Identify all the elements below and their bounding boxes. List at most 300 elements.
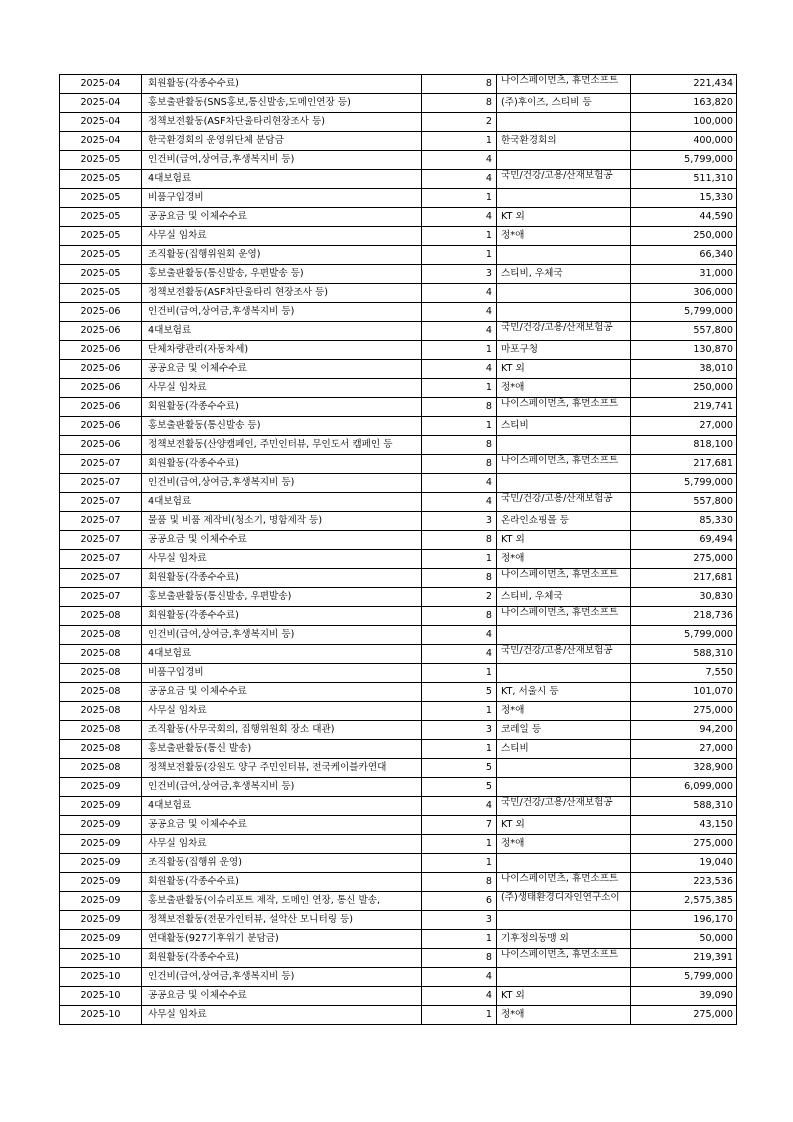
count-cell: 1 bbox=[422, 189, 497, 208]
month-cell: 2025-09 bbox=[60, 816, 142, 835]
month-cell: 2025-05 bbox=[60, 246, 142, 265]
table-row bbox=[60, 626, 737, 645]
count-cell: 4 bbox=[422, 322, 497, 341]
table-row bbox=[60, 1006, 737, 1025]
vendor-cell: (주)생태환경디자인연구소이 bbox=[497, 892, 631, 911]
month-cell: 2025-05 bbox=[60, 265, 142, 284]
table-row bbox=[60, 341, 737, 360]
month-cell: 2025-05 bbox=[60, 284, 142, 303]
vendor-cell bbox=[497, 778, 631, 797]
count-cell: 8 bbox=[422, 455, 497, 474]
table-row bbox=[60, 512, 737, 531]
item-cell: 정책보전활동(전문가인터뷰, 설악산 모니터링 등) bbox=[142, 911, 422, 930]
count-cell: 7 bbox=[422, 816, 497, 835]
vendor-cell: 한국환경회의 bbox=[497, 132, 631, 151]
item-cell: 공공요금 및 이체수수료 bbox=[142, 987, 422, 1006]
month-cell: 2025-04 bbox=[60, 94, 142, 113]
vendor-cell: (주)후이즈, 스티비 등 bbox=[497, 94, 631, 113]
table-row bbox=[60, 379, 737, 398]
amount-cell: 6,099,000 bbox=[631, 778, 737, 797]
vendor-cell bbox=[497, 854, 631, 873]
month-cell: 2025-06 bbox=[60, 436, 142, 455]
amount-cell: 218,736 bbox=[631, 607, 737, 626]
table-row bbox=[60, 930, 737, 949]
month-cell: 2025-08 bbox=[60, 664, 142, 683]
vendor-cell: 정*애 bbox=[497, 702, 631, 721]
table-row bbox=[60, 740, 737, 759]
amount-cell: 511,310 bbox=[631, 170, 737, 189]
count-cell: 2 bbox=[422, 588, 497, 607]
item-cell: 한국환경회의 운영위단체 분담금 bbox=[142, 132, 422, 151]
item-cell: 홍보출판활동(통신발송, 우편발송 등) bbox=[142, 265, 422, 284]
amount-cell: 44,590 bbox=[631, 208, 737, 227]
month-cell: 2025-06 bbox=[60, 322, 142, 341]
item-cell: 비품구입경비 bbox=[142, 189, 422, 208]
item-cell: 조직활동(집행위 운영) bbox=[142, 854, 422, 873]
vendor-cell: 나이스페이먼츠, 휴먼소프트 bbox=[497, 949, 631, 968]
vendor-cell: 나이스페이먼츠, 휴먼소프트 bbox=[497, 398, 631, 417]
amount-cell: 7,550 bbox=[631, 664, 737, 683]
table-row bbox=[60, 265, 737, 284]
count-cell: 8 bbox=[422, 949, 497, 968]
table-row bbox=[60, 683, 737, 702]
expense-table bbox=[59, 74, 737, 1025]
table-row bbox=[60, 569, 737, 588]
item-cell: 4대보험료 bbox=[142, 493, 422, 512]
item-cell: 인건비(급여,상여금,후생복지비 등) bbox=[142, 968, 422, 987]
table-row bbox=[60, 892, 737, 911]
table-row bbox=[60, 987, 737, 1006]
vendor-cell: 스티비 bbox=[497, 417, 631, 436]
item-cell: 사무실 임차료 bbox=[142, 379, 422, 398]
item-cell: 홍보출판활동(통신발송 등) bbox=[142, 417, 422, 436]
count-cell: 4 bbox=[422, 208, 497, 227]
month-cell: 2025-09 bbox=[60, 873, 142, 892]
amount-cell: 400,000 bbox=[631, 132, 737, 151]
count-cell: 2 bbox=[422, 113, 497, 132]
item-cell: 회원활동(각종수수료) bbox=[142, 569, 422, 588]
table-row bbox=[60, 208, 737, 227]
count-cell: 1 bbox=[422, 835, 497, 854]
item-cell: 정책보전활동(ASF차단울타리현장조사 등) bbox=[142, 113, 422, 132]
count-cell: 1 bbox=[422, 702, 497, 721]
expense-table-body bbox=[60, 75, 737, 1025]
month-cell: 2025-09 bbox=[60, 835, 142, 854]
month-cell: 2025-06 bbox=[60, 360, 142, 379]
month-cell: 2025-10 bbox=[60, 1006, 142, 1025]
item-cell: 공공요금 및 이체수수료 bbox=[142, 531, 422, 550]
vendor-cell: 정*애 bbox=[497, 835, 631, 854]
month-cell: 2025-08 bbox=[60, 702, 142, 721]
item-cell: 공공요금 및 이체수수료 bbox=[142, 683, 422, 702]
amount-cell: 250,000 bbox=[631, 227, 737, 246]
table-row bbox=[60, 816, 737, 835]
month-cell: 2025-06 bbox=[60, 303, 142, 322]
amount-cell: 217,681 bbox=[631, 569, 737, 588]
amount-cell: 130,870 bbox=[631, 341, 737, 360]
vendor-cell: 기후정의동맹 외 bbox=[497, 930, 631, 949]
month-cell: 2025-08 bbox=[60, 626, 142, 645]
count-cell: 8 bbox=[422, 75, 497, 94]
item-cell: 회원활동(각종수수료) bbox=[142, 873, 422, 892]
vendor-cell bbox=[497, 664, 631, 683]
count-cell: 4 bbox=[422, 170, 497, 189]
vendor-cell: 나이스페이먼츠, 휴먼소프트 bbox=[497, 455, 631, 474]
count-cell: 4 bbox=[422, 303, 497, 322]
count-cell: 4 bbox=[422, 474, 497, 493]
table-row bbox=[60, 949, 737, 968]
vendor-cell bbox=[497, 303, 631, 322]
month-cell: 2025-05 bbox=[60, 208, 142, 227]
table-row bbox=[60, 759, 737, 778]
table-row bbox=[60, 588, 737, 607]
item-cell: 사무실 임차료 bbox=[142, 702, 422, 721]
item-cell: 정책보전활동(산양캠페인, 주민인터뷰, 무인도서 캠페인 등 bbox=[142, 436, 422, 455]
table-row bbox=[60, 835, 737, 854]
month-cell: 2025-07 bbox=[60, 588, 142, 607]
month-cell: 2025-07 bbox=[60, 455, 142, 474]
count-cell: 4 bbox=[422, 360, 497, 379]
item-cell: 사무실 임차료 bbox=[142, 835, 422, 854]
item-cell: 회원활동(각종수수료) bbox=[142, 455, 422, 474]
amount-cell: 5,799,000 bbox=[631, 968, 737, 987]
count-cell: 5 bbox=[422, 778, 497, 797]
table-row bbox=[60, 645, 737, 664]
vendor-cell: 나이스페이먼츠, 휴먼소프트 bbox=[497, 607, 631, 626]
amount-cell: 217,681 bbox=[631, 455, 737, 474]
item-cell: 사무실 임차료 bbox=[142, 550, 422, 569]
vendor-cell: 스티비, 우체국 bbox=[497, 588, 631, 607]
amount-cell: 328,900 bbox=[631, 759, 737, 778]
amount-cell: 94,200 bbox=[631, 721, 737, 740]
vendor-cell: KT 외 bbox=[497, 208, 631, 227]
amount-cell: 275,000 bbox=[631, 550, 737, 569]
item-cell: 정책보전활동(ASF차단울타리 현장조사 등) bbox=[142, 284, 422, 303]
count-cell: 3 bbox=[422, 512, 497, 531]
month-cell: 2025-09 bbox=[60, 911, 142, 930]
vendor-cell: 스티비, 우체국 bbox=[497, 265, 631, 284]
amount-cell: 19,040 bbox=[631, 854, 737, 873]
vendor-cell: 스티비 bbox=[497, 740, 631, 759]
amount-cell: 50,000 bbox=[631, 930, 737, 949]
vendor-cell bbox=[497, 246, 631, 265]
table-row bbox=[60, 189, 737, 208]
table-row bbox=[60, 911, 737, 930]
table-row bbox=[60, 702, 737, 721]
vendor-cell: KT 외 bbox=[497, 531, 631, 550]
item-cell: 조직활동(사무국회의, 집행위원회 장소 대관) bbox=[142, 721, 422, 740]
amount-cell: 39,090 bbox=[631, 987, 737, 1006]
amount-cell: 101,070 bbox=[631, 683, 737, 702]
vendor-cell: 국민/건강/고용/산재보험공 bbox=[497, 322, 631, 341]
month-cell: 2025-06 bbox=[60, 341, 142, 360]
count-cell: 4 bbox=[422, 645, 497, 664]
vendor-cell: 온라인쇼핑몰 등 bbox=[497, 512, 631, 531]
item-cell: 공공요금 및 이체수수료 bbox=[142, 208, 422, 227]
item-cell: 인건비(급여,상여금,후생복지비 등) bbox=[142, 151, 422, 170]
count-cell: 4 bbox=[422, 284, 497, 303]
count-cell: 1 bbox=[422, 930, 497, 949]
amount-cell: 5,799,000 bbox=[631, 151, 737, 170]
amount-cell: 196,170 bbox=[631, 911, 737, 930]
count-cell: 1 bbox=[422, 379, 497, 398]
item-cell: 회원활동(각종수수료) bbox=[142, 949, 422, 968]
month-cell: 2025-09 bbox=[60, 930, 142, 949]
item-cell: 물품 및 비품 제작비(청소기, 명함제작 등) bbox=[142, 512, 422, 531]
table-row bbox=[60, 550, 737, 569]
count-cell: 4 bbox=[422, 151, 497, 170]
vendor-cell: 국민/건강/고용/산재보험공 bbox=[497, 170, 631, 189]
month-cell: 2025-07 bbox=[60, 493, 142, 512]
item-cell: 인건비(급여,상여금,후생복지비 등) bbox=[142, 474, 422, 493]
count-cell: 1 bbox=[422, 1006, 497, 1025]
month-cell: 2025-07 bbox=[60, 569, 142, 588]
amount-cell: 38,010 bbox=[631, 360, 737, 379]
month-cell: 2025-05 bbox=[60, 170, 142, 189]
count-cell: 5 bbox=[422, 683, 497, 702]
item-cell: 비품구입경비 bbox=[142, 664, 422, 683]
month-cell: 2025-07 bbox=[60, 531, 142, 550]
table-row bbox=[60, 227, 737, 246]
amount-cell: 588,310 bbox=[631, 645, 737, 664]
table-row bbox=[60, 284, 737, 303]
item-cell: 4대보험료 bbox=[142, 645, 422, 664]
table-row bbox=[60, 797, 737, 816]
amount-cell: 557,800 bbox=[631, 493, 737, 512]
vendor-cell bbox=[497, 189, 631, 208]
month-cell: 2025-10 bbox=[60, 987, 142, 1006]
table-row bbox=[60, 132, 737, 151]
amount-cell: 100,000 bbox=[631, 113, 737, 132]
amount-cell: 85,330 bbox=[631, 512, 737, 531]
month-cell: 2025-04 bbox=[60, 75, 142, 94]
count-cell: 8 bbox=[422, 531, 497, 550]
item-cell: 4대보험료 bbox=[142, 797, 422, 816]
month-cell: 2025-07 bbox=[60, 474, 142, 493]
vendor-cell: 나이스페이먼츠, 휴먼소프트 bbox=[497, 75, 631, 94]
amount-cell: 5,799,000 bbox=[631, 474, 737, 493]
item-cell: 4대보험료 bbox=[142, 322, 422, 341]
item-cell: 공공요금 및 이체수수료 bbox=[142, 816, 422, 835]
month-cell: 2025-08 bbox=[60, 759, 142, 778]
month-cell: 2025-08 bbox=[60, 683, 142, 702]
amount-cell: 5,799,000 bbox=[631, 626, 737, 645]
amount-cell: 275,000 bbox=[631, 835, 737, 854]
table-row bbox=[60, 721, 737, 740]
table-row bbox=[60, 493, 737, 512]
item-cell: 4대보험료 bbox=[142, 170, 422, 189]
count-cell: 8 bbox=[422, 436, 497, 455]
table-row bbox=[60, 531, 737, 550]
month-cell: 2025-09 bbox=[60, 797, 142, 816]
count-cell: 1 bbox=[422, 246, 497, 265]
month-cell: 2025-08 bbox=[60, 607, 142, 626]
amount-cell: 163,820 bbox=[631, 94, 737, 113]
table-row bbox=[60, 664, 737, 683]
count-cell: 4 bbox=[422, 493, 497, 512]
vendor-cell: 정*애 bbox=[497, 550, 631, 569]
vendor-cell: KT, 서울시 등 bbox=[497, 683, 631, 702]
month-cell: 2025-08 bbox=[60, 740, 142, 759]
vendor-cell: 국민/건강/고용/산재보험공 bbox=[497, 645, 631, 664]
count-cell: 8 bbox=[422, 607, 497, 626]
table-row bbox=[60, 607, 737, 626]
table-row bbox=[60, 94, 737, 113]
item-cell: 연대활동(927기후위기 분담금) bbox=[142, 930, 422, 949]
vendor-cell: 정*애 bbox=[497, 379, 631, 398]
month-cell: 2025-07 bbox=[60, 512, 142, 531]
item-cell: 사무실 임차료 bbox=[142, 1006, 422, 1025]
amount-cell: 250,000 bbox=[631, 379, 737, 398]
table-row bbox=[60, 968, 737, 987]
count-cell: 1 bbox=[422, 341, 497, 360]
amount-cell: 219,391 bbox=[631, 949, 737, 968]
count-cell: 3 bbox=[422, 911, 497, 930]
table-row bbox=[60, 360, 737, 379]
item-cell: 인건비(급여,상여금,후생복지비 등) bbox=[142, 778, 422, 797]
month-cell: 2025-09 bbox=[60, 892, 142, 911]
count-cell: 8 bbox=[422, 873, 497, 892]
vendor-cell bbox=[497, 113, 631, 132]
amount-cell: 31,000 bbox=[631, 265, 737, 284]
item-cell: 공공요금 및 이체수수료 bbox=[142, 360, 422, 379]
count-cell: 1 bbox=[422, 740, 497, 759]
month-cell: 2025-09 bbox=[60, 854, 142, 873]
table-row bbox=[60, 75, 737, 94]
month-cell: 2025-06 bbox=[60, 417, 142, 436]
count-cell: 4 bbox=[422, 987, 497, 1006]
vendor-cell bbox=[497, 474, 631, 493]
item-cell: 홍보출판활동(SNS홍보,통신발송,도메인연장 등) bbox=[142, 94, 422, 113]
count-cell: 8 bbox=[422, 569, 497, 588]
table-row bbox=[60, 417, 737, 436]
item-cell: 사무실 임차료 bbox=[142, 227, 422, 246]
amount-cell: 27,000 bbox=[631, 417, 737, 436]
table-row bbox=[60, 455, 737, 474]
vendor-cell bbox=[497, 911, 631, 930]
month-cell: 2025-07 bbox=[60, 550, 142, 569]
amount-cell: 69,494 bbox=[631, 531, 737, 550]
amount-cell: 219,741 bbox=[631, 398, 737, 417]
month-cell: 2025-09 bbox=[60, 778, 142, 797]
item-cell: 인건비(급여,상여금,후생복지비 등) bbox=[142, 303, 422, 322]
table-row bbox=[60, 303, 737, 322]
vendor-cell: 나이스페이먼츠, 휴먼소프트 bbox=[497, 569, 631, 588]
vendor-cell: KT 외 bbox=[497, 987, 631, 1006]
vendor-cell bbox=[497, 284, 631, 303]
amount-cell: 30,830 bbox=[631, 588, 737, 607]
vendor-cell bbox=[497, 436, 631, 455]
month-cell: 2025-04 bbox=[60, 132, 142, 151]
count-cell: 4 bbox=[422, 797, 497, 816]
table-row bbox=[60, 398, 737, 417]
table-row bbox=[60, 151, 737, 170]
table-row bbox=[60, 246, 737, 265]
count-cell: 1 bbox=[422, 227, 497, 246]
item-cell: 회원활동(각종수수료) bbox=[142, 607, 422, 626]
item-cell: 단체차량관리(자동차세) bbox=[142, 341, 422, 360]
amount-cell: 15,330 bbox=[631, 189, 737, 208]
count-cell: 8 bbox=[422, 398, 497, 417]
count-cell: 8 bbox=[422, 94, 497, 113]
item-cell: 홍보출판활동(이슈리포트 제작, 도메인 연장, 통신 발송, bbox=[142, 892, 422, 911]
count-cell: 1 bbox=[422, 550, 497, 569]
count-cell: 1 bbox=[422, 854, 497, 873]
item-cell: 회원활동(각종수수료) bbox=[142, 75, 422, 94]
table-row bbox=[60, 873, 737, 892]
amount-cell: 818,100 bbox=[631, 436, 737, 455]
vendor-cell bbox=[497, 151, 631, 170]
amount-cell: 275,000 bbox=[631, 1006, 737, 1025]
amount-cell: 306,000 bbox=[631, 284, 737, 303]
amount-cell: 66,340 bbox=[631, 246, 737, 265]
month-cell: 2025-04 bbox=[60, 113, 142, 132]
month-cell: 2025-10 bbox=[60, 949, 142, 968]
vendor-cell bbox=[497, 968, 631, 987]
item-cell: 정책보전활동(강원도 양구 주민인터뷰, 전국케이블카연대 bbox=[142, 759, 422, 778]
vendor-cell: 마포구청 bbox=[497, 341, 631, 360]
table-row bbox=[60, 778, 737, 797]
month-cell: 2025-05 bbox=[60, 227, 142, 246]
table-row bbox=[60, 436, 737, 455]
month-cell: 2025-06 bbox=[60, 379, 142, 398]
item-cell: 인건비(급여,상여금,후생복지비 등) bbox=[142, 626, 422, 645]
amount-cell: 221,434 bbox=[631, 75, 737, 94]
count-cell: 3 bbox=[422, 721, 497, 740]
month-cell: 2025-05 bbox=[60, 189, 142, 208]
count-cell: 4 bbox=[422, 626, 497, 645]
count-cell: 1 bbox=[422, 132, 497, 151]
table-row bbox=[60, 113, 737, 132]
amount-cell: 2,575,385 bbox=[631, 892, 737, 911]
count-cell: 3 bbox=[422, 265, 497, 284]
month-cell: 2025-08 bbox=[60, 645, 142, 664]
vendor-cell: 국민/건강/고용/산재보험공 bbox=[497, 797, 631, 816]
vendor-cell bbox=[497, 759, 631, 778]
month-cell: 2025-05 bbox=[60, 151, 142, 170]
table-row bbox=[60, 170, 737, 189]
month-cell: 2025-08 bbox=[60, 721, 142, 740]
count-cell: 6 bbox=[422, 892, 497, 911]
item-cell: 회원활동(각종수수료) bbox=[142, 398, 422, 417]
vendor-cell: 나이스페이먼츠, 휴먼소프트 bbox=[497, 873, 631, 892]
month-cell: 2025-06 bbox=[60, 398, 142, 417]
vendor-cell bbox=[497, 626, 631, 645]
amount-cell: 588,310 bbox=[631, 797, 737, 816]
amount-cell: 557,800 bbox=[631, 322, 737, 341]
amount-cell: 275,000 bbox=[631, 702, 737, 721]
amount-cell: 223,536 bbox=[631, 873, 737, 892]
item-cell: 조직활동(집행위원회 운영) bbox=[142, 246, 422, 265]
table-row bbox=[60, 854, 737, 873]
vendor-cell: 정*애 bbox=[497, 1006, 631, 1025]
count-cell: 1 bbox=[422, 417, 497, 436]
vendor-cell: 정*애 bbox=[497, 227, 631, 246]
vendor-cell: KT 외 bbox=[497, 360, 631, 379]
vendor-cell: 코레일 등 bbox=[497, 721, 631, 740]
item-cell: 홍보출판활동(통신 발송) bbox=[142, 740, 422, 759]
item-cell: 홍보출판활동(통신발송, 우편발송) bbox=[142, 588, 422, 607]
count-cell: 4 bbox=[422, 968, 497, 987]
vendor-cell: KT 외 bbox=[497, 816, 631, 835]
count-cell: 1 bbox=[422, 664, 497, 683]
amount-cell: 27,000 bbox=[631, 740, 737, 759]
count-cell: 5 bbox=[422, 759, 497, 778]
amount-cell: 43,150 bbox=[631, 816, 737, 835]
month-cell: 2025-10 bbox=[60, 968, 142, 987]
amount-cell: 5,799,000 bbox=[631, 303, 737, 322]
table-row bbox=[60, 474, 737, 493]
